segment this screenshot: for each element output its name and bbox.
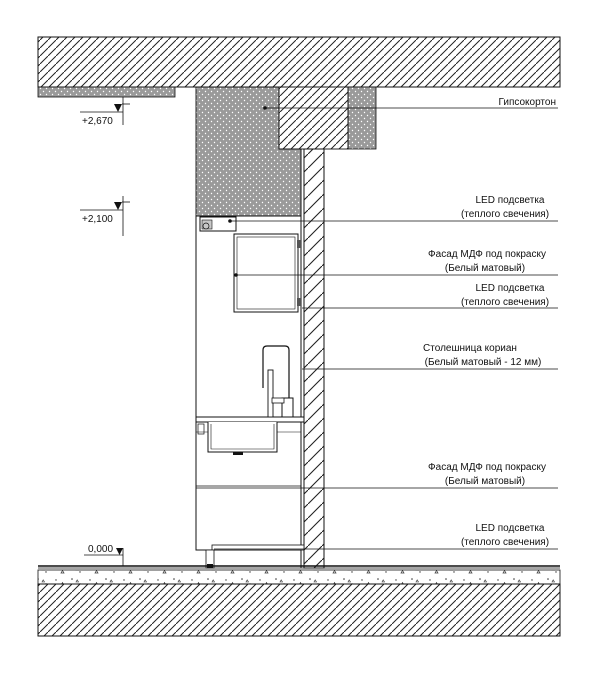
- callout-led-top-line1: LED подсветка: [475, 195, 545, 206]
- elevation-mark-ceiling: [80, 97, 130, 127]
- sink-bowl: [208, 422, 277, 452]
- countertop: [196, 417, 304, 422]
- callout-led-mid-line1: LED подсветка: [475, 283, 545, 294]
- callout-countertop-line1: Столешница кориан: [423, 343, 517, 354]
- elevation-mark-floor: [84, 544, 123, 566]
- floor-slab: [38, 584, 560, 636]
- elevation-mark-upper: [80, 196, 130, 236]
- callout-led-mid-line2: (теплого свечения): [460, 297, 550, 308]
- elevation-upper-label: +2,100: [82, 214, 113, 225]
- elevation-floor-label: 0,000: [88, 544, 114, 555]
- ceiling-slab: [38, 37, 560, 87]
- elevation-ceiling-label: +2,670: [82, 116, 113, 127]
- callout-led-bot-line2: (теплого свечения): [460, 537, 550, 548]
- upper-cabinet: [234, 234, 298, 312]
- callout-facade-top-line1: Фасад МДФ под покраску: [428, 249, 546, 260]
- callout-facade-top-line2: (Белый матовый): [444, 263, 526, 274]
- wall: [304, 149, 324, 568]
- ceiling-drywall-left: [38, 87, 175, 97]
- ceiling-drywall-right: [348, 87, 376, 149]
- callout-led-top-line2: (теплого свечения): [460, 209, 550, 220]
- callout-facade-bot-line1: Фасад МДФ под покраску: [428, 462, 546, 473]
- callout-drywall: Гипсокортон: [498, 97, 556, 108]
- floor-screed: [38, 570, 560, 584]
- callout-countertop-line2: (Белый матовый - 12 мм): [424, 357, 542, 368]
- callout-facade-bot-line2: (Белый матовый): [444, 476, 526, 487]
- callout-led-bot-line1: LED подсветка: [475, 523, 545, 534]
- ceiling-recess: [279, 87, 348, 149]
